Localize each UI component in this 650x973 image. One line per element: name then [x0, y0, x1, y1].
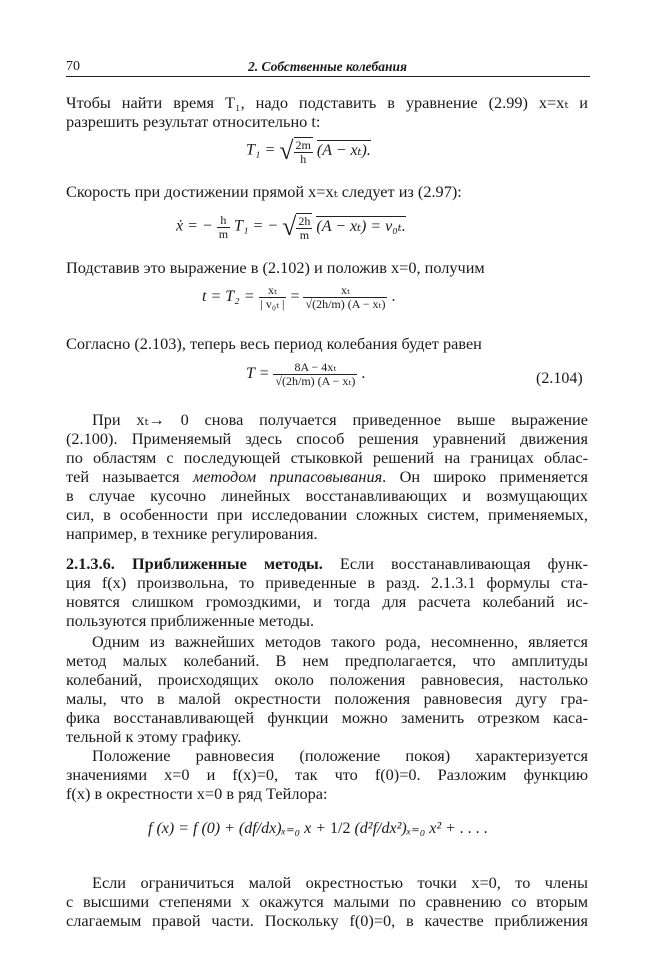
fraction [217, 214, 230, 241]
formula-t2 [202, 284, 395, 311]
sqrt-sign: √ [279, 136, 294, 165]
text-line: слагаемым правой части. Поскольку f(0)=0, в качестве приближения [66, 911, 588, 930]
term-emphasis: методом припасовывания [192, 467, 383, 486]
formula-part: ẋ = − [176, 217, 213, 235]
equation-number: (2.104) [536, 370, 583, 387]
text-line: пользуются приближенные методы. [66, 611, 315, 630]
formula-velocity [176, 212, 406, 242]
formula-taylor [148, 818, 488, 838]
text-span: тей называется [66, 467, 193, 486]
denominator: √(2h/m) (A − xₜ) [305, 297, 386, 311]
formula-part: 1/2 [330, 820, 351, 837]
text-line: малы, что в малой окрестности положения равновесия дугу гра- [66, 689, 588, 708]
text-span: . Он широко применяется [382, 467, 588, 486]
formula-part: f (x) = f (0) + [148, 820, 235, 837]
text-line: Чтобы найти время T₁, надо подставить в уравнение (2.99) x=xₜ и [66, 93, 588, 112]
text-line: Одним из важнейших методов такого рода, несомненно, является [92, 632, 588, 651]
numerator: 8A − 4xₜ [273, 361, 357, 375]
section-heading: 2.1.3.6. Приближенные методы. [66, 554, 323, 573]
text-line: значениями x=0 и f(x)=0, так что f(0)=0. Разложим функцию [66, 765, 588, 784]
formula-t1 [246, 136, 371, 166]
numerator: xₜ [259, 284, 287, 298]
text-line: При xₜ→ 0 снова получается приведенное выше выражение [92, 410, 588, 429]
denominator: | v₀ₜ | [260, 297, 285, 311]
text-line: колебаний, происходящих около положения равновесия, настолько [66, 670, 588, 689]
numerator: 2m [295, 137, 311, 152]
numerator: xₜ [303, 284, 387, 298]
sqrt-sign: √ [282, 212, 297, 241]
fraction [303, 284, 387, 311]
text-line: Скорость при достижении прямой x=xₜ следует из (2.97): [66, 182, 462, 201]
formula-part: (d²f/dx²)ₓ₌₀ x² + . . . . [354, 820, 488, 837]
formula-part: (A − xₜ). [316, 141, 371, 159]
fraction [294, 137, 313, 166]
fraction [296, 213, 312, 242]
formula-part: (A − xₜ) = v₀ₜ. [316, 217, 406, 235]
fraction [273, 361, 357, 388]
text-line: фика восстанавливающей функции можно заменить отрезком каса- [66, 708, 588, 727]
text-line [66, 467, 588, 486]
formula-part: t = T₂ = [202, 288, 255, 306]
text-line: Положение равновесия (положение покоя) характеризуется [92, 746, 588, 765]
formula-part: (df/dx)ₓ₌₀ x + [238, 820, 327, 837]
text-line: (2.100). Применяемый здесь способ решения уравнений движения [66, 429, 588, 448]
formula-part: T₁ = − [234, 217, 279, 235]
text-line: тельной к этому графику. [66, 727, 242, 746]
section-heading-line [66, 554, 588, 573]
text-line: f(x) в окрестности x=0 в ряд Тейлора: [66, 784, 328, 803]
text-line: Подставив это выражение в (2.102) и положив x=0, получим [66, 258, 485, 277]
text-line: например, в технике регулирования. [66, 524, 318, 543]
text-line: метод малых колебаний. В нем предполагается, что амплитуды [66, 651, 588, 670]
formula-part: . [391, 288, 396, 306]
formula-part: T₁ = [246, 141, 276, 159]
running-title: 2. Собственные колебания [248, 59, 407, 74]
running-header [66, 58, 590, 77]
page-number: 70 [66, 59, 80, 74]
text-line: в случае кусочно линейных восстанавливающих и возмущающих [66, 486, 588, 505]
formula-part: = [290, 288, 300, 306]
denominator: m [299, 227, 310, 242]
text-line: Если ограничиться малой окрестностью точки x=0, то члены [92, 873, 588, 892]
text-span: Если восстанавливающая функ- [322, 554, 589, 573]
text-line: с высшими степенями x окажутся малыми по сравнению со вторым [66, 892, 588, 911]
text-line: сил, в особенности при исследовании сложных систем, применяемых, [66, 505, 588, 524]
formula-part: T = [246, 365, 270, 383]
text-line: новятся слишком громоздкими, и тогда для расчета колебаний ис- [66, 592, 588, 611]
numerator: h [217, 214, 230, 228]
fraction [259, 284, 287, 311]
text-line: по областям с последующей стыковкой решений на границах облас- [66, 448, 588, 467]
text-line: Согласно (2.103), теперь весь период колебания будет равен [66, 334, 482, 353]
text-line: ция f(x) произвольна, то приведенные в разд. 2.1.3.1 формулы ста- [66, 573, 588, 592]
text-line: разрешить результат относительно t: [66, 112, 321, 131]
formula-period [246, 361, 365, 388]
formula-part: . [361, 365, 366, 383]
numerator: 2h [298, 213, 311, 228]
denominator: h [300, 151, 307, 166]
denominator: √(2h/m) (A − xₜ) [275, 374, 356, 388]
denominator: m [218, 226, 229, 241]
